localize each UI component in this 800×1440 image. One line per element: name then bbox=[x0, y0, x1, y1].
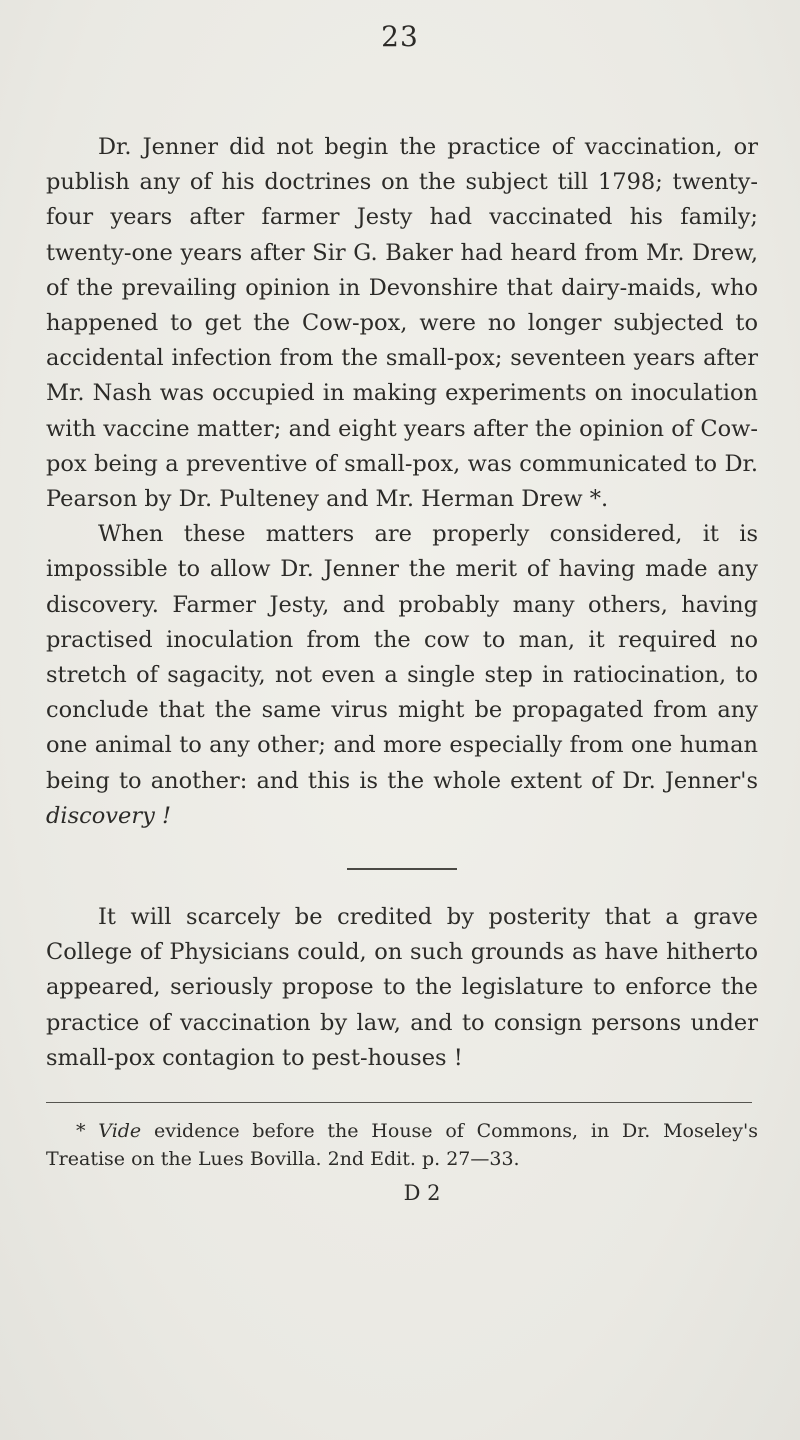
paragraph-2-italic: discovery ! bbox=[46, 802, 171, 829]
footnote bbox=[46, 1117, 758, 1173]
paragraph-3: It will scarcely be credited by posterity that a grave College of Physicians could, on such grounds as have hitherto appeared, seriously propose to the legislature to enforce the practice of vaccination by law, and to consign persons under small-pox contagion to pest-houses ! bbox=[46, 904, 758, 1071]
paragraph-2 bbox=[46, 517, 758, 834]
footnote-vide: * Vide bbox=[76, 1120, 142, 1143]
section-divider bbox=[347, 868, 457, 870]
footnote-text: evidence before the House of Commons, in Dr. Moseley's Treatise on the Lues Bovilla. 2nd Edit. p. 27—33. bbox=[46, 1120, 759, 1171]
footnote-rule bbox=[46, 1102, 752, 1103]
paragraph-2-main: When these matters are properly considered, it is impossible to allow Dr. Jenner the merit of having made any discovery. Farmer Jesty, and probably many others, having practised inoculation from the cow to man, it required no stretch of sagacity, not even a single step in ratiocination, to conclude that the same virus might be propagated from any one animal to any other; and more especially from one human being to another: and this is the whole extent of Dr. Jenner's bbox=[46, 521, 758, 794]
signature-mark: D 2 bbox=[403, 1181, 441, 1206]
page-number: 23 bbox=[381, 20, 419, 53]
body-text bbox=[46, 130, 758, 1205]
paragraph-1: Dr. Jenner did not begin the practice of vaccination, or publish any of his doctrines on the subject till 1798; twenty-four years after farmer Jesty had vaccinated his family; twenty-one years after Sir G. Baker had heard from Mr. Drew, of the prevailing opinion in Devonshire that dairy-maids, who happened to get the Cow-pox, were no longer subjected to accidental infection from the small-pox; seventeen years after Mr. Nash was occupied in making experiments on inoculation with vaccine matter; and eight years after the opinion of Cow-pox being a preventive of small-pox, was communicated to Dr. Pearson by Dr. Pulteney and Mr. Herman Drew *. bbox=[46, 134, 758, 513]
